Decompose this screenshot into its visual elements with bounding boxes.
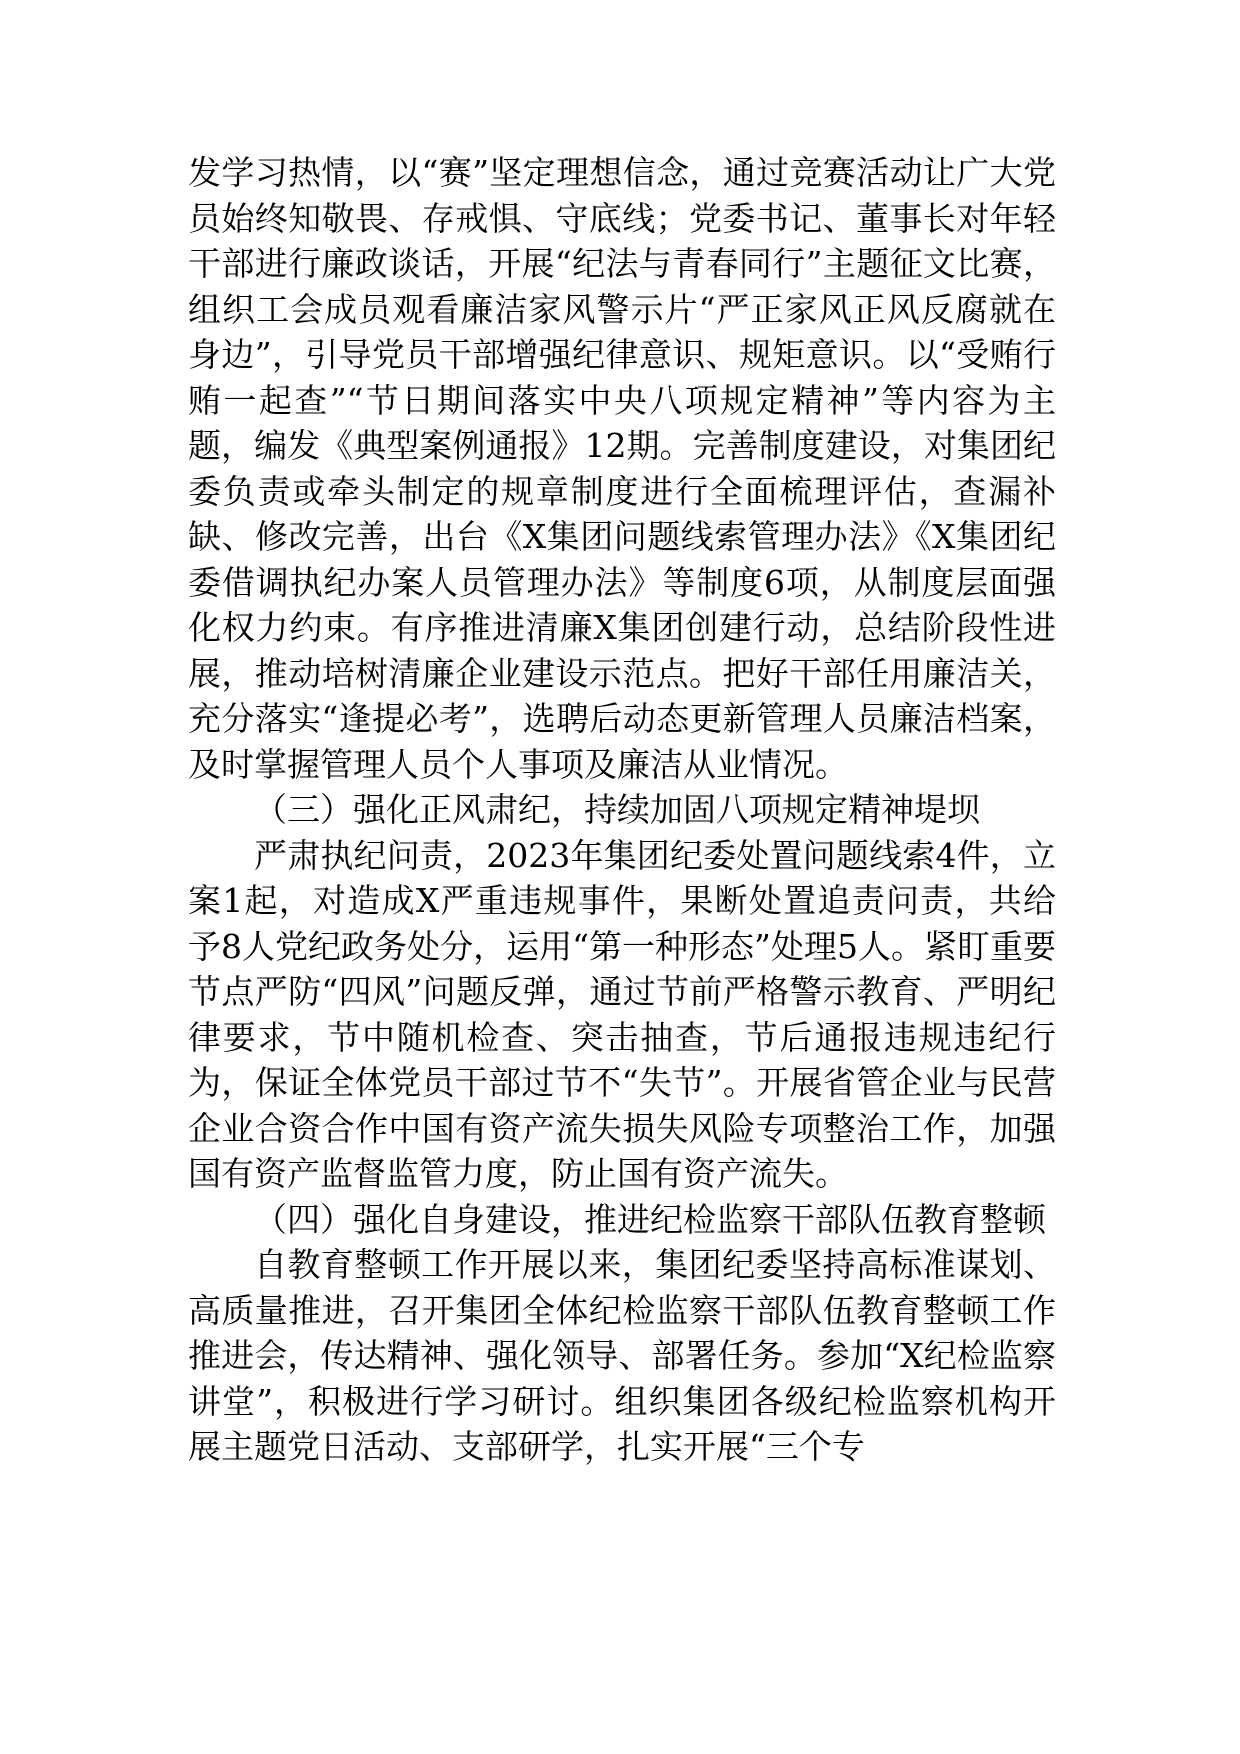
body-paragraph-2: 严肃执纪问责，2023年集团纪委处置问题线索4件，立案1起，对造成X严重违规事件，果断处置追责问责，共给予8人党纪政务处分，运用“第一种形态”处理5人。紧盯重要节点严防“四风”问题反弹，通过节前严格警示教育、严明纪律要求，节中随机检查、突击抽查，节后通报违规违纪行为，保证全体党员干部过节不“失节”。开展省管企业与民营企业合资合作中国有资产流失损失风险专项整治工作，加强国有资产监督监管力度，防止国有资产流失。 [188, 835, 1056, 1193]
body-paragraph-3: 自教育整顿工作开展以来，集团纪委坚持高标准谋划、高质量推进，召开集团全体纪检监察干部队伍教育整顿工作推进会，传达精神、强化领导、部署任务。参加“X纪检监察讲堂”，积极进行学习研讨。组织集团各级纪检监察机构开展主题党日活动、支部研学，扎实开展“三个专 [188, 1245, 1056, 1466]
section-heading-4: （四）强化自身建设，推进纪检监察干部队伍教育整顿 [254, 1199, 1046, 1239]
body-paragraph-1: 发学习热情，以“赛”坚定理想信念，通过竞赛活动让广大党员始终知敬畏、存戒惧、守底线；党委书记、董事长对年轻干部进行廉政谈话，开展“纪法与青春同行”主题征文比赛，组织工会成员观看廉洁家风警示片“严正家风正风反腐就在身边”，引导党员干部增强纪律意识、规矩意识。以“受贿行贿一起查”“节日期间落实中央八项规定精神”等内容为主题，编发《典型案例通报》12期。完善制度建设，对集团纪委负责或牵头制定的规章制度进行全面梳理评估，查漏补缺、修改完善，出台《X集团问题线索管理办法》《X集团纪委借调执纪办案人员管理办法》等制度6项，从制度层面强化权力约束。有序推进清廉X集团创建行动，总结阶段性进展，推动培树清廉企业建设示范点。把好干部任用廉洁关，充分落实“逢提必考”，选聘后动态更新管理人员廉洁档案，及时掌握管理人员个人事项及廉洁从业情况。 [188, 153, 1056, 784]
document-body [188, 150, 1056, 1470]
section-heading-3: （三）强化正风肃纪，持续加固八项规定精神堤坝 [254, 790, 980, 829]
